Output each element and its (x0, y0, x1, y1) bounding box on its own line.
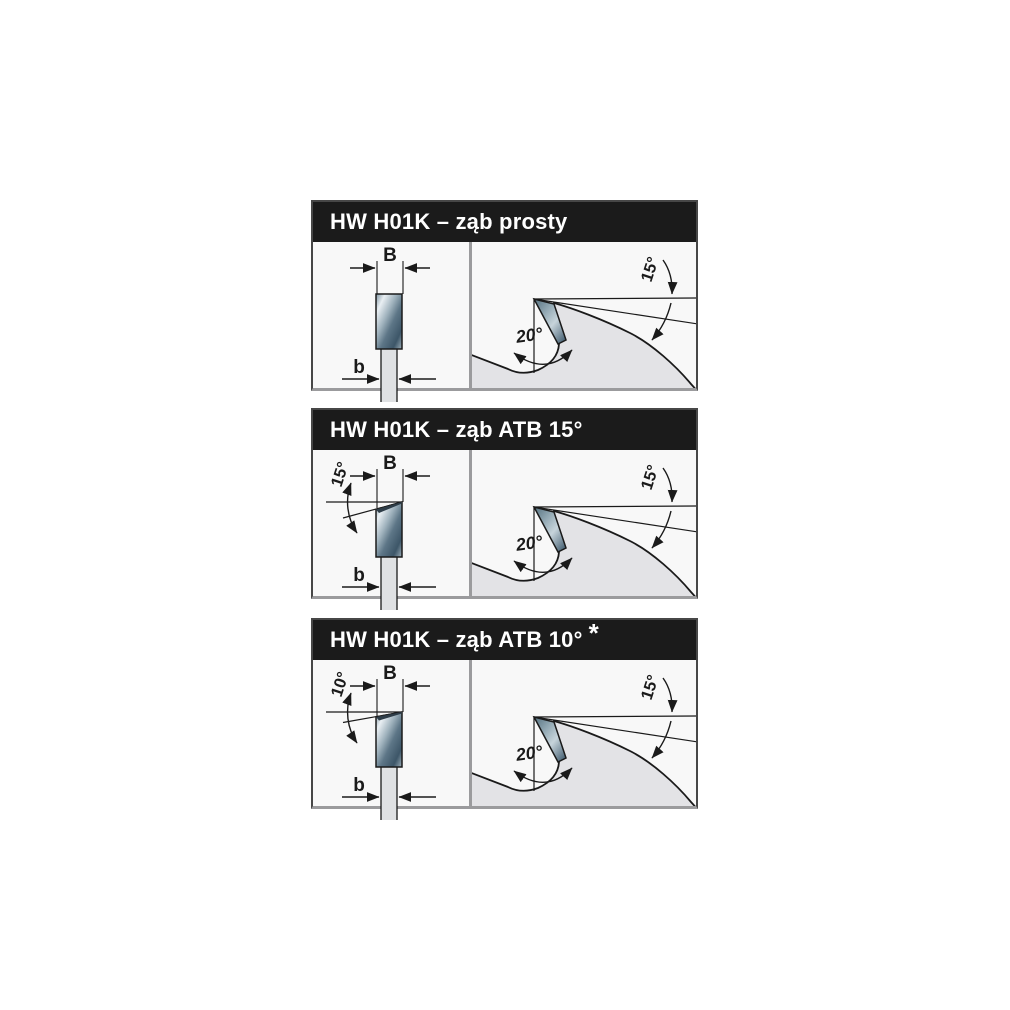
saw-plate (381, 767, 397, 820)
plate-dimension-label: b (353, 357, 365, 378)
hook-angle-label: 20° (514, 741, 544, 765)
clearance-angle-arc (652, 303, 671, 340)
tooth-side-view (472, 242, 696, 388)
panel-header (313, 617, 696, 660)
width-dimension-label: B (383, 663, 397, 684)
bevel-angle-arc (348, 483, 357, 533)
horizontal-reference-line (534, 506, 696, 507)
bevel-angle-label: 15° (327, 459, 353, 490)
panel-header (313, 410, 696, 450)
clearance-angle-arc (652, 511, 671, 548)
saw-plate (381, 557, 397, 610)
hook-angle-label: 20° (514, 323, 544, 347)
clearance-angle-arc (663, 678, 672, 712)
plate-dimension-label: b (353, 565, 365, 586)
panel-title: HW H01K – ząb ATB 10° (330, 627, 583, 652)
panel-title-asterisk: * (588, 617, 599, 648)
panel-zab-atb-15 (311, 408, 698, 599)
clearance-angle-arc (663, 260, 672, 294)
tooth-front-view (313, 242, 472, 388)
panel-title: HW H01K – ząb ATB 15° (330, 417, 583, 442)
panel-header (313, 202, 696, 242)
panel-title: HW H01K – ząb prosty (330, 209, 568, 234)
horizontal-reference-line (534, 298, 696, 299)
panel-zab-atb-10 (311, 618, 698, 809)
clearance-angle-label: 15° (637, 672, 663, 703)
tooth-side-view (472, 660, 696, 806)
saw-plate (381, 349, 397, 402)
carbide-tooth-front (376, 712, 402, 767)
plate-dimension-label: b (353, 775, 365, 796)
clearance-angle-label: 15° (637, 462, 663, 493)
saw-blade-body (472, 303, 696, 388)
saw-blade-body (472, 511, 696, 596)
tooth-side-view (472, 450, 696, 596)
bevel-angle-label: 10° (327, 669, 353, 700)
width-dimension-label: B (383, 453, 397, 474)
horizontal-reference-line (534, 716, 696, 717)
clearance-angle-arc (652, 721, 671, 758)
panel-zab-prosty (311, 200, 698, 391)
saw-blade-body (472, 721, 696, 806)
tooth-front-view (313, 660, 472, 806)
bevel-angle-arc (348, 693, 357, 743)
clearance-angle-arc (663, 468, 672, 502)
hook-angle-label: 20° (514, 531, 544, 555)
tooth-front-view (313, 450, 472, 596)
clearance-angle-label: 15° (637, 254, 663, 285)
width-dimension-label: B (383, 245, 397, 266)
carbide-tooth-front (376, 294, 402, 349)
